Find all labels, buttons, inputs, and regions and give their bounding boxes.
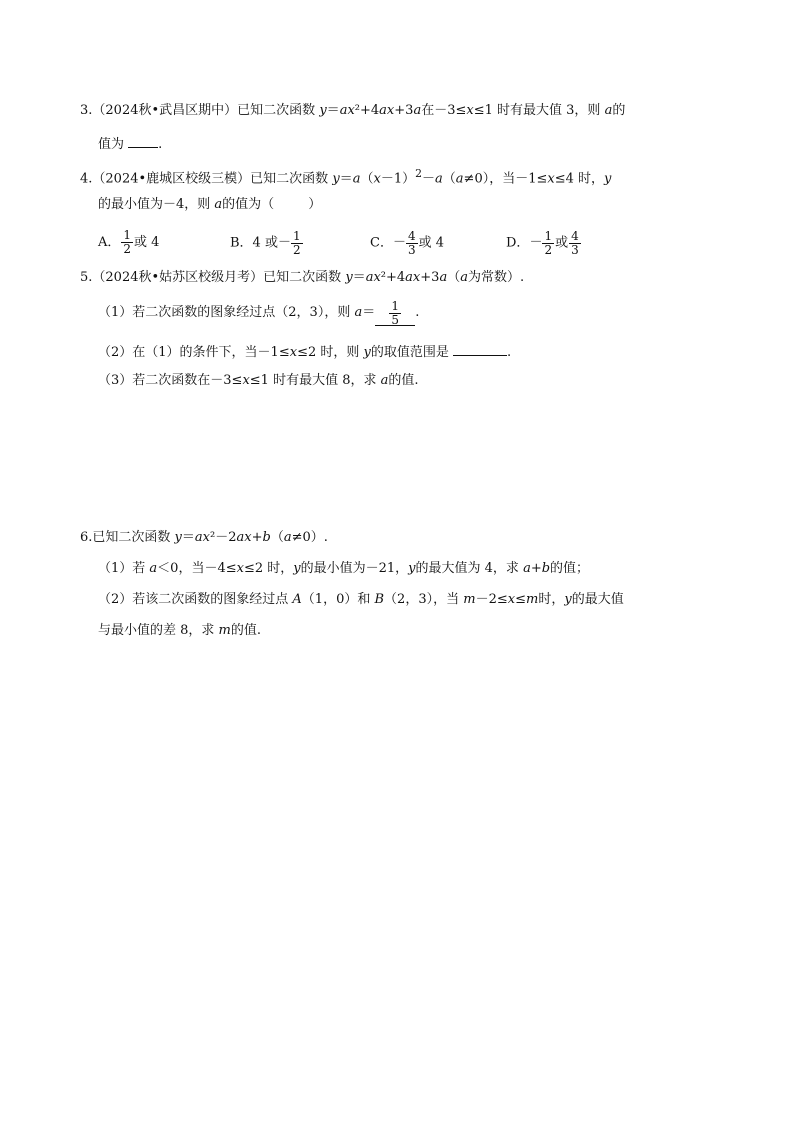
question-4-line-2: 的最小值为－4，则 a的值为（ ） xyxy=(98,197,322,212)
fraction: $\frac{1}{5}$ xyxy=(391,299,400,327)
option-c[interactable]: C．－ $\frac{4}{3}$ 或 4 xyxy=(370,228,445,257)
question-6-part-2-cont: 与最小值的差 8，求 m的值. xyxy=(98,623,262,638)
answer-blank xyxy=(128,133,158,148)
question-5-part-2: （2）在（1）的条件下，当－1≤x≤2 时，则 y的取值范围是 . xyxy=(98,341,511,361)
question-5-part-3: （3）若二次函数在－3≤x≤1 时有最大值 8，求 a的值. xyxy=(98,373,419,388)
option-a[interactable]: A． $\frac{1}{2}$ 或 4 xyxy=(98,228,160,256)
option-d[interactable]: D．－ $\frac{1}{2}$ 或 $\frac{4}{3}$ xyxy=(506,228,579,257)
question-number: 5. xyxy=(80,270,93,285)
question-6-part-2: （2）若该二次函数的图象经过点 A（1，0）和 B（2，3），当 m－2≤x≤m时，y的最大值 xyxy=(98,592,624,607)
question-source: （2024秋•武昌区期中） xyxy=(92,103,238,118)
question-5-part-1: （1）若二次函数的图象经过点（2，3），则 a＝ $\frac{1}{5}$ . xyxy=(98,299,420,327)
question-3-line-2: 值为 . xyxy=(98,133,162,153)
question-number: 4. xyxy=(80,171,93,187)
question-3-line-1: 3.（2024秋•武昌区期中）已知二次函数 y＝ax²+4ax+3a在－3≤x≤1 时有最大值 3，则 a的 xyxy=(80,103,626,118)
fraction: $\frac{1}{2}$ xyxy=(544,228,553,257)
answer-blank xyxy=(453,341,507,356)
question-5-line-1: 5.（2024秋•姑苏区校级月考）已知二次函数 y＝ax²+4ax+3a（a为常数）. xyxy=(80,270,525,285)
question-source: （2024秋•姑苏区校级月考） xyxy=(92,270,264,285)
fraction: $\frac{4}{3}$ xyxy=(571,228,579,257)
question-6-part-1: （1）若 a＜0，当－4≤x≤2 时，y的最小值为－21，y的最大值为 4，求 a+b的值； xyxy=(98,561,590,576)
question-6-line-1: 6.已知二次函数 y＝ax²－2ax+b（a≠0）. xyxy=(80,530,328,545)
option-b[interactable]: B．4 或－ $\frac{1}{2}$ xyxy=(230,228,301,257)
question-4-line-1: 4.（2024•鹿城区校级三模）已知二次函数 $y=a(x-1)^2-a(a\ne 0)$，当－1≤x≤4 时，y xyxy=(80,167,612,187)
answer-blank xyxy=(375,299,415,326)
fraction: $\frac{1}{2}$ xyxy=(123,228,132,256)
question-source: （2024•鹿城区校级三模） xyxy=(92,171,251,187)
question-number: 6. xyxy=(80,530,93,545)
question-number: 3. xyxy=(80,103,93,118)
fraction: $\frac{1}{2}$ xyxy=(292,228,301,257)
fraction: $\frac{4}{3}$ xyxy=(407,228,416,257)
